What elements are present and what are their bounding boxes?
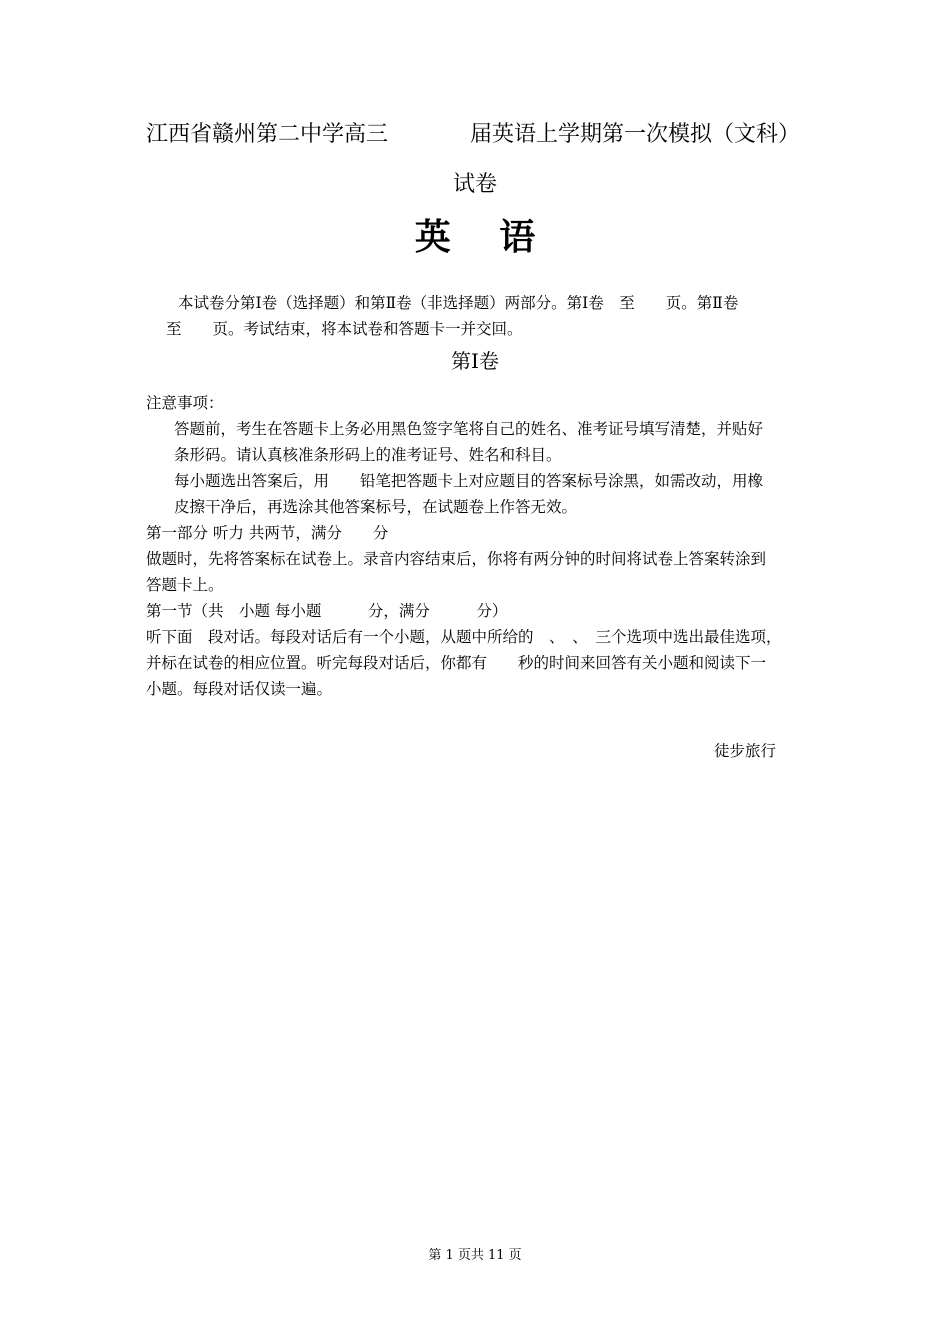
- notes-item2-line1: 每小题选出答案后，用 铅笔把答题卡上对应题目的答案标号涂黑，如需改动，用橡: [174, 472, 764, 490]
- part1-heading: 第一部分 听力 共两节，满分 分: [146, 524, 389, 542]
- notes-item1-line1: 答题前，考生在答题卡上务必用黑色签字笔将自己的姓名、准考证号填写清楚，并贴好: [174, 420, 764, 438]
- exam-title-part1: 江西省赣州第二中学高三: [146, 122, 389, 147]
- question-text: 徒步旅行: [714, 742, 777, 760]
- exam-title-part2: 届英语上学期第一次模拟（文科）: [470, 122, 801, 147]
- section1-heading: 第一节（共 小题 每小题 分，满分 分）: [146, 602, 508, 620]
- exam-title: [146, 118, 810, 152]
- intro-line-2: 至 页。考试结束，将本试卷和答题卡一并交回。: [166, 320, 523, 338]
- notes-item2-line2: 皮擦干净后，再选涂其他答案标号，在试题卷上作答无效。: [174, 498, 578, 516]
- instructions-block: [146, 390, 810, 702]
- intro-paragraph: [146, 290, 810, 342]
- subject-heading: 英 语: [414, 217, 554, 258]
- section1-instr-line2: 并标在试卷的相应位置。听完每段对话后，你都有 秒的时间来回答有关小题和阅读下一: [146, 654, 767, 672]
- page-footer: 第 1 页共 11 页: [428, 1248, 522, 1263]
- part1-instr-line2: 答题卡上。: [146, 576, 224, 594]
- exam-title-line2: 试卷: [452, 172, 497, 197]
- section1-instr-line1: 听下面 段对话。每段对话后有一个小题，从题中所给的 、 、 三个选项中选出最佳选项，: [146, 628, 782, 646]
- part1-instr-line1: 做题时，先将答案标在试卷上。录音内容结束后，你将有两分钟的时间将试卷上答案转涂到: [146, 550, 767, 568]
- volume-title: 第Ⅰ卷: [451, 349, 499, 373]
- notes-item1-line2: 条形码。请认真核准条形码上的准考证号、姓名和科目。: [174, 446, 562, 464]
- notes-heading: 注意事项：: [146, 394, 224, 412]
- intro-line-1: 本试卷分第Ⅰ卷（选择题）和第Ⅱ卷（非选择题）两部分。第Ⅰ卷 至 页。第Ⅱ卷: [178, 294, 739, 312]
- section1-instr-line3: 小题。每段对话仅读一遍。: [146, 680, 333, 698]
